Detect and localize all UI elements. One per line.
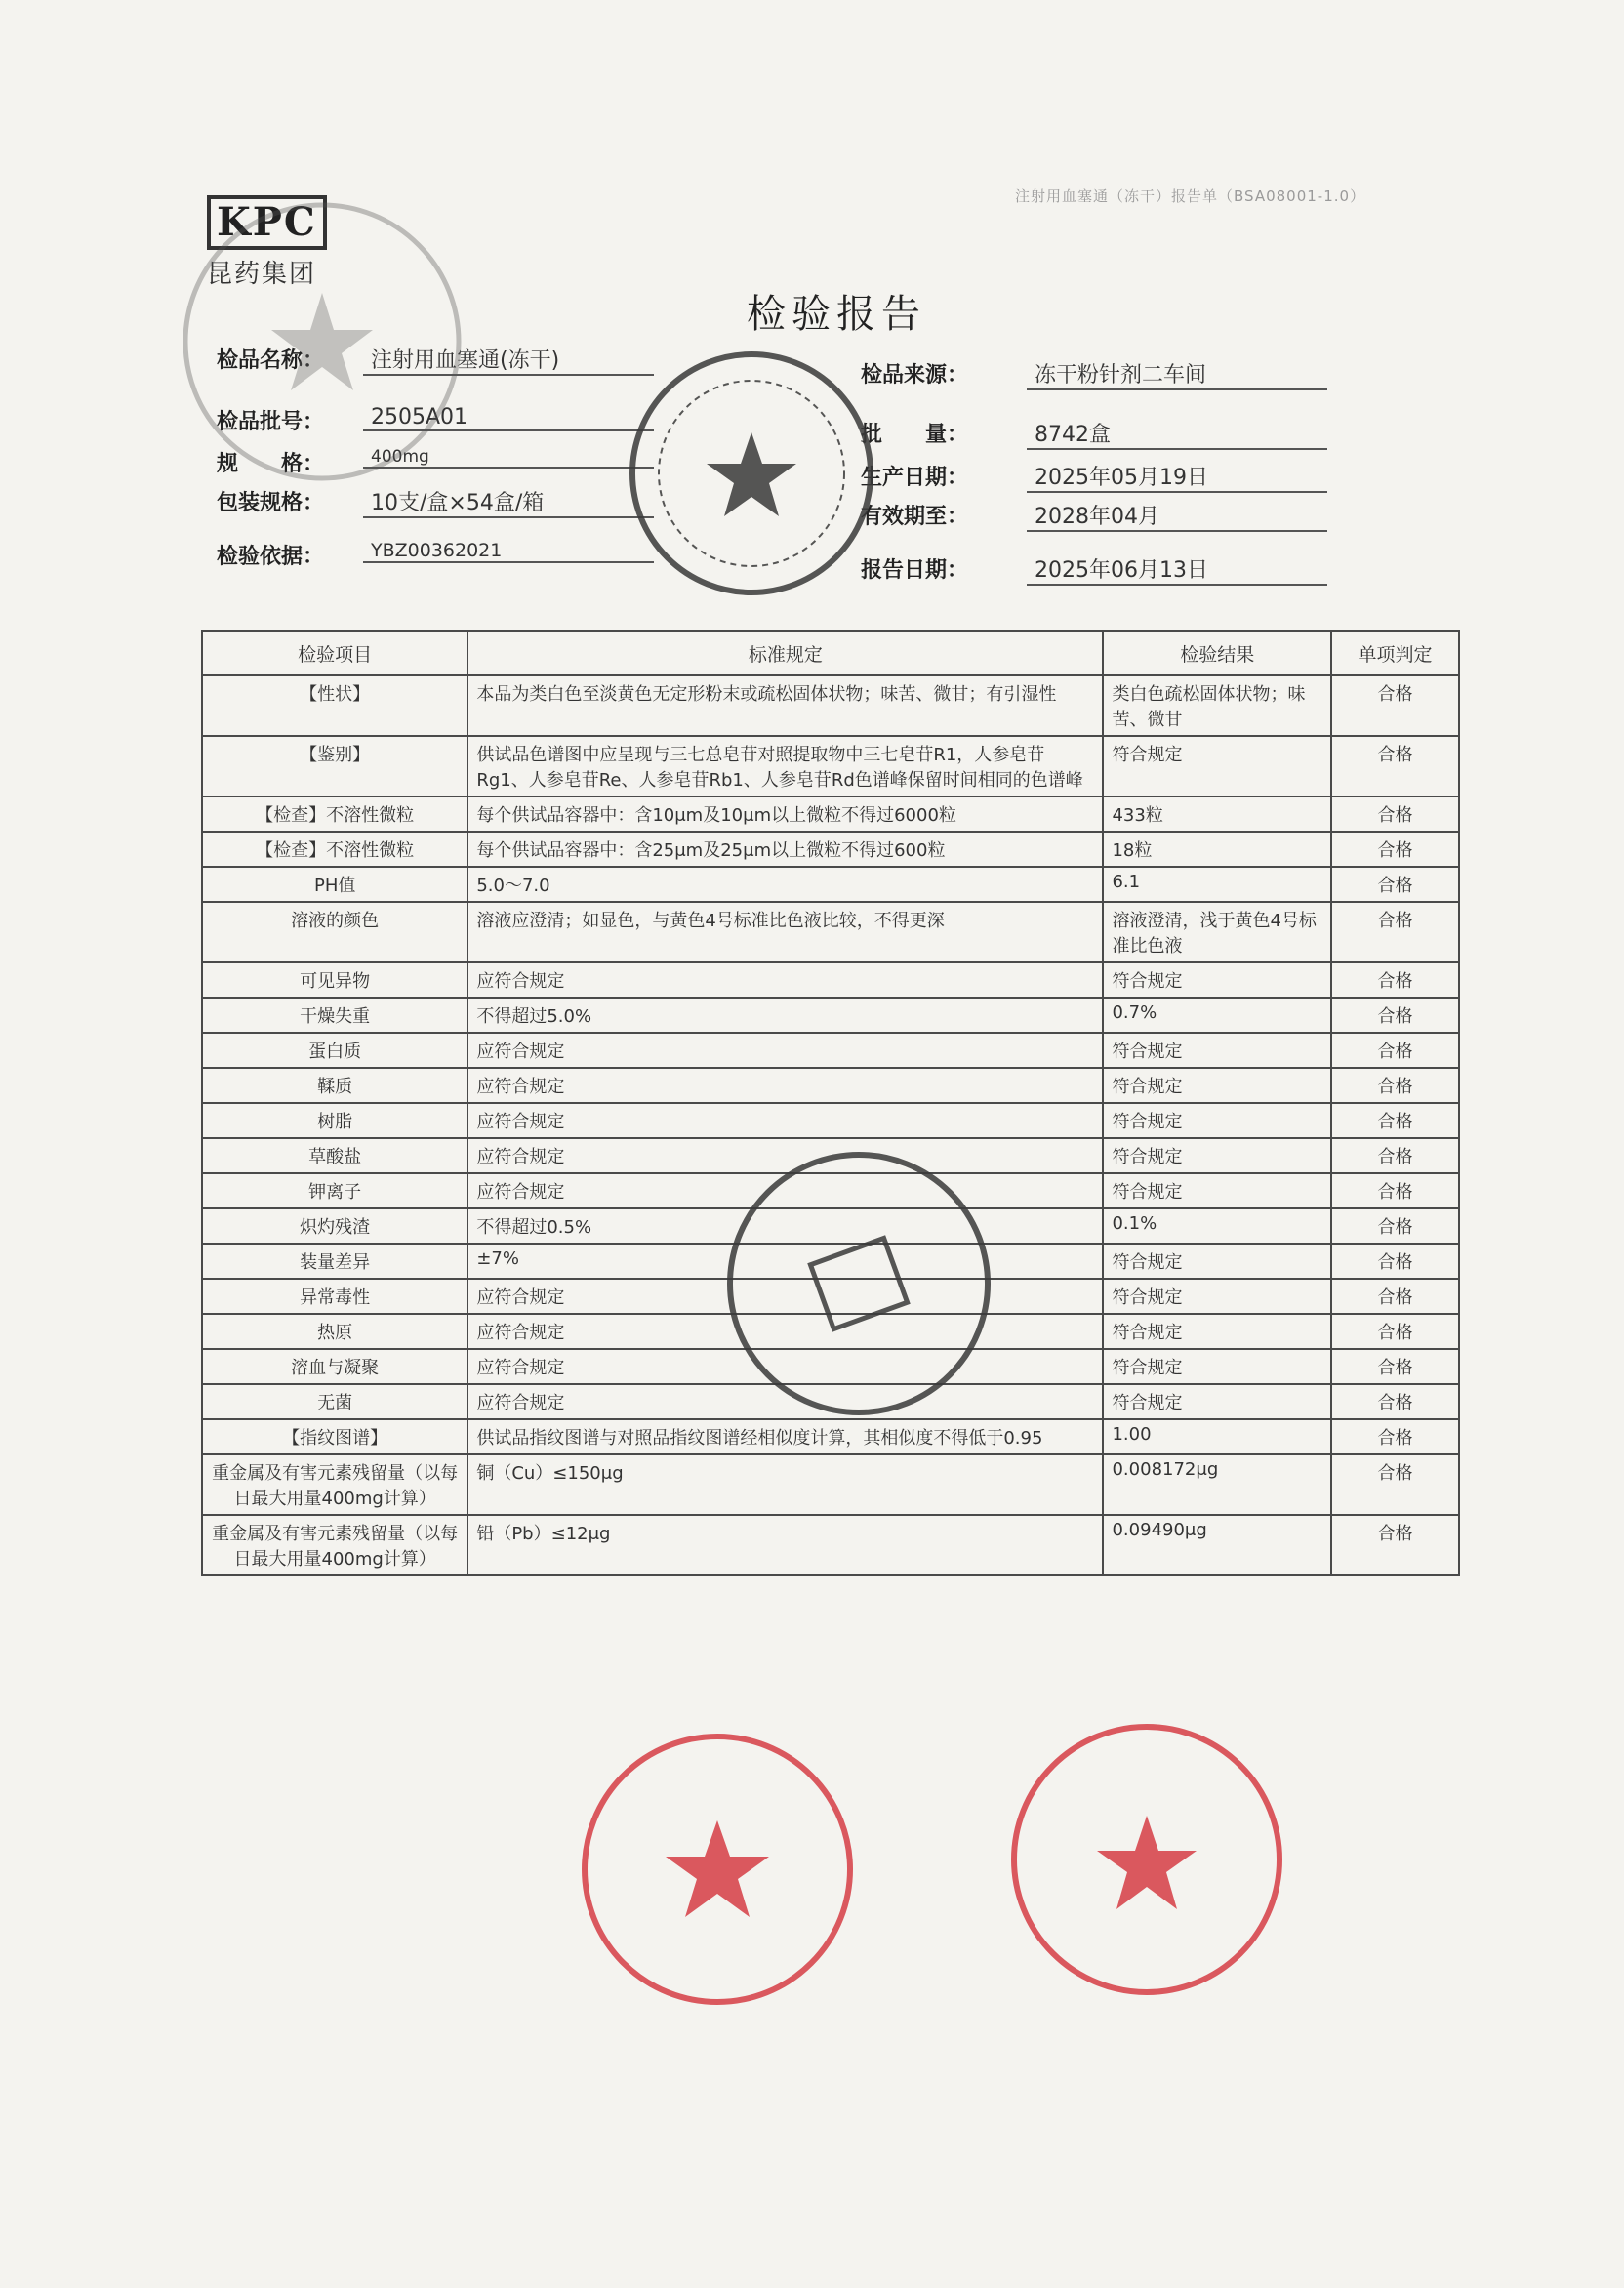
stamp-company-top-left-graphic: [176, 195, 468, 488]
spec-label: 规 格：: [217, 452, 325, 476]
report-date-label: 报告日期：: [861, 558, 969, 583]
cell-item: 炽灼残渣: [202, 1208, 467, 1244]
stamp-qa-header: [625, 347, 878, 600]
cell-verdict: 合格: [1331, 1419, 1459, 1454]
cell-standard: 应符合规定: [467, 1384, 1103, 1419]
field-pack: [217, 486, 545, 516]
expiry-label: 有效期至：: [861, 505, 969, 529]
col-header-result: 检验结果: [1103, 631, 1330, 675]
cell-result: 符合规定: [1103, 1103, 1330, 1138]
cell-standard: 应符合规定: [467, 1068, 1103, 1103]
cell-item: 重金属及有害元素残留量（以每日最大用量400mg计算）: [202, 1454, 467, 1515]
cell-verdict: 合格: [1331, 1279, 1459, 1314]
cell-item: 溶液的颜色: [202, 902, 467, 962]
cell-result: 18粒: [1103, 832, 1330, 867]
cell-verdict: 合格: [1331, 1033, 1459, 1068]
cell-item: 可见异物: [202, 962, 467, 998]
cell-standard: 铅（Pb）≤12μg: [467, 1515, 1103, 1575]
report-date-value: 2025年06月13日: [1027, 553, 1327, 586]
col-header-verdict: 单项判定: [1331, 631, 1459, 675]
cell-result: 符合规定: [1103, 1384, 1330, 1419]
source-value: 冻干粉针剂二车间: [1027, 358, 1327, 390]
cell-standard: 应符合规定: [467, 1314, 1103, 1349]
qty-value: 8742盒: [1027, 418, 1327, 450]
cell-standard: 不得超过0.5%: [467, 1208, 1103, 1244]
field-basis: [217, 540, 503, 570]
cell-result: 符合规定: [1103, 1279, 1330, 1314]
cell-verdict: 合格: [1331, 1314, 1459, 1349]
cell-item: 重金属及有害元素残留量（以每日最大用量400mg计算）: [202, 1515, 467, 1575]
table-row: [202, 1033, 1459, 1068]
pack-label: 包装规格：: [217, 491, 325, 515]
cell-item: 异常毒性: [202, 1279, 467, 1314]
cell-standard: 本品为类白色至淡黄色无定形粉末或疏松固体状物；味苦、微甘；有引湿性: [467, 675, 1103, 736]
cell-verdict: 合格: [1331, 1138, 1459, 1173]
cell-result: 符合规定: [1103, 1173, 1330, 1208]
qty-label: 批 量：: [861, 423, 969, 447]
cell-verdict: 合格: [1331, 1244, 1459, 1279]
cell-verdict: 合格: [1331, 832, 1459, 867]
table-row: [202, 797, 1459, 832]
cell-verdict: 合格: [1331, 1103, 1459, 1138]
stamp-qa-header-graphic: [625, 347, 878, 600]
basis-label: 检验依据：: [217, 545, 325, 569]
cell-item: 蛋白质: [202, 1033, 467, 1068]
results-table: [201, 630, 1460, 1576]
stamp-red-inspection-graphic: [576, 1728, 859, 2011]
cell-result: 0.7%: [1103, 998, 1330, 1033]
cell-verdict: 合格: [1331, 675, 1459, 736]
source-label: 检品来源：: [861, 363, 969, 388]
cell-standard: 不得超过5.0%: [467, 998, 1103, 1033]
batch-value: 2505A01: [363, 405, 654, 431]
cell-standard: 应符合规定: [467, 1103, 1103, 1138]
table-row: [202, 1419, 1459, 1454]
cell-result: 溶液澄清，浅于黄色4号标准比色液: [1103, 902, 1330, 962]
document-reference: 注射用血塞通（冻干）报告单（BSA08001-1.0）: [1015, 187, 1366, 205]
logo-mark: KPC: [207, 195, 327, 250]
stamp-company-top-left: [176, 195, 468, 488]
cell-result: 符合规定: [1103, 1314, 1330, 1349]
cell-item: 干燥失重: [202, 998, 467, 1033]
cell-item: 【性状】: [202, 675, 467, 736]
cell-standard: 应符合规定: [467, 1138, 1103, 1173]
cell-item: 钾离子: [202, 1173, 467, 1208]
cell-standard: 铜（Cu）≤150μg: [467, 1454, 1103, 1515]
prod-date-label: 生产日期：: [861, 466, 969, 490]
table-row: [202, 998, 1459, 1033]
table-row: [202, 1454, 1459, 1515]
stamp-inspection-kpc: [722, 1147, 995, 1420]
cell-verdict: 合格: [1331, 962, 1459, 998]
cell-standard: 应符合规定: [467, 1033, 1103, 1068]
cell-result: 433粒: [1103, 797, 1330, 832]
cell-verdict: 合格: [1331, 1349, 1459, 1384]
cell-item: 装量差异: [202, 1244, 467, 1279]
pack-value: 10支/盒×54盒/箱: [363, 486, 654, 518]
cell-item: 溶血与凝聚: [202, 1349, 467, 1384]
cell-standard: 每个供试品容器中：含25μm及25μm以上微粒不得过600粒: [467, 832, 1103, 867]
cell-result: 符合规定: [1103, 962, 1330, 998]
col-header-item: 检验项目: [202, 631, 467, 675]
cell-standard: 每个供试品容器中：含10μm及10μm以上微粒不得过6000粒: [467, 797, 1103, 832]
logo-group-name: 昆药集团: [207, 260, 317, 289]
table-row: [202, 675, 1459, 736]
table-row: [202, 867, 1459, 902]
cell-item: 【检查】不溶性微粒: [202, 797, 467, 832]
cell-item: 树脂: [202, 1103, 467, 1138]
cell-result: 符合规定: [1103, 1244, 1330, 1279]
cell-verdict: 合格: [1331, 867, 1459, 902]
cell-item: 草酸盐: [202, 1138, 467, 1173]
cell-verdict: 合格: [1331, 902, 1459, 962]
cell-result: 符合规定: [1103, 1349, 1330, 1384]
cell-result: 类白色疏松固体状物；味苦、微甘: [1103, 675, 1330, 736]
stamp-red-distributor: [1005, 1718, 1288, 2001]
cell-result: 符合规定: [1103, 1033, 1330, 1068]
table-header-row: [202, 631, 1459, 675]
table-row: [202, 1515, 1459, 1575]
report-title: 检验报告: [747, 292, 926, 337]
cell-result: 6.1: [1103, 867, 1330, 902]
prod-date-value: 2025年05月19日: [1027, 461, 1327, 493]
cell-item: 热原: [202, 1314, 467, 1349]
cell-item: 【检查】不溶性微粒: [202, 832, 467, 867]
stamp-red-distributor-graphic: [1005, 1718, 1288, 2001]
table-row: [202, 1068, 1459, 1103]
cell-verdict: 合格: [1331, 998, 1459, 1033]
cell-result: 0.008172μg: [1103, 1454, 1330, 1515]
cell-standard: 供试品指纹图谱与对照品指纹图谱经相似度计算，其相似度不得低于0.95: [467, 1419, 1103, 1454]
batch-label: 检品批号：: [217, 410, 325, 434]
cell-result: 0.1%: [1103, 1208, 1330, 1244]
cell-standard: 应符合规定: [467, 1279, 1103, 1314]
cell-standard: 5.0～7.0: [467, 867, 1103, 902]
cell-verdict: 合格: [1331, 1515, 1459, 1575]
cell-verdict: 合格: [1331, 1384, 1459, 1419]
cell-verdict: 合格: [1331, 1208, 1459, 1244]
cell-standard: 应符合规定: [467, 1173, 1103, 1208]
sample-name-label: 检品名称：: [217, 348, 325, 373]
cell-item: PH值: [202, 867, 467, 902]
spec-value: 400mg: [363, 447, 654, 469]
cell-standard: ±7%: [467, 1244, 1103, 1279]
expiry-value: 2028年04月: [1027, 500, 1327, 532]
cell-result: 符合规定: [1103, 1068, 1330, 1103]
cell-verdict: 合格: [1331, 1173, 1459, 1208]
cell-result: 符合规定: [1103, 736, 1330, 797]
cell-item: 鞣质: [202, 1068, 467, 1103]
cell-result: 符合规定: [1103, 1138, 1330, 1173]
stamp-red-inspection: [576, 1728, 859, 2011]
table-row: [202, 832, 1459, 867]
cell-verdict: 合格: [1331, 1068, 1459, 1103]
cell-item: 【鉴别】: [202, 736, 467, 797]
table-row: [202, 962, 1459, 998]
cell-verdict: 合格: [1331, 736, 1459, 797]
table-row: [202, 902, 1459, 962]
stamp-inspection-kpc-graphic: [722, 1147, 995, 1420]
sample-name-value: 注射用血塞通(冻干): [363, 344, 654, 376]
cell-standard: 应符合规定: [467, 1349, 1103, 1384]
table-row: [202, 1103, 1459, 1138]
cell-result: 1.00: [1103, 1419, 1330, 1454]
cell-result: 0.09490μg: [1103, 1515, 1330, 1575]
table-row: [202, 736, 1459, 797]
cell-verdict: 合格: [1331, 797, 1459, 832]
cell-standard: 溶液应澄清；如显色，与黄色4号标准比色液比较，不得更深: [467, 902, 1103, 962]
cell-standard: 应符合规定: [467, 962, 1103, 998]
cell-item: 【指纹图谱】: [202, 1419, 467, 1454]
basis-value: YBZ00362021: [363, 540, 654, 563]
cell-standard: 供试品色谱图中应呈现与三七总皂苷对照提取物中三七皂苷R1，人参皂苷Rg1、人参皂苷Re、人参皂苷Rb1、人参皂苷Rd色谱峰保留时间相同的色谱峰: [467, 736, 1103, 797]
cell-item: 无菌: [202, 1384, 467, 1419]
cell-verdict: 合格: [1331, 1454, 1459, 1515]
col-header-standard: 标准规定: [467, 631, 1103, 675]
